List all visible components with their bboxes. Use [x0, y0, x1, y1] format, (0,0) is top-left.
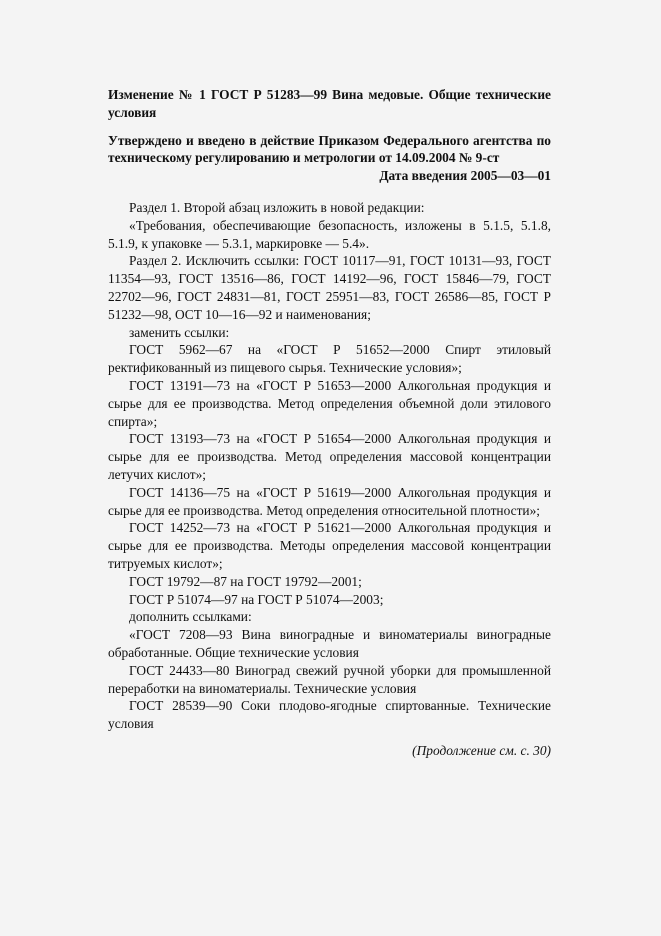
approval-statement: Утверждено и введено в действие Приказом Федерального агентства по техническому регулированию и метрологии от 14.09.2004 № 9-ст — [108, 132, 551, 166]
paragraph: «Требования, обеспечивающие безопасность, изложены в 5.1.5, 5.1.8, 5.1.9, к упаковке — 5.3.1, маркировке — 5.4». — [108, 217, 551, 251]
document-title: Изменение № 1 ГОСТ Р 51283—99 Вина медовые. Общие технические условия — [108, 87, 551, 120]
paragraph: Раздел 2. Исключить ссылки: ГОСТ 10117—91, ГОСТ 10131—93, ГОСТ 11354—93, ГОСТ 13516—86, ГОСТ 14192—96, ГОСТ 15846—79, ГОСТ 22702—96, ГОСТ 24831—81, ГОСТ 25951—83, ГОСТ 26586—85, ГОСТ Р 51232—98, ОСТ 10—16—92 и наименования; — [108, 253, 551, 322]
paragraph: ГОСТ 14252—73 на «ГОСТ Р 51621—2000 Алкогольная продукция и сырье для ее производства. Методы определения массовой концентрации титруемых кислот»; — [108, 520, 551, 571]
continuation-note: (Продолжение см. с. 30) — [412, 742, 551, 758]
paragraph: ГОСТ 24433—80 Виноград свежий ручной уборки для промышленной переработки на виноматериалы. Технические условия — [108, 662, 551, 696]
paragraph: ГОСТ 13191—73 на «ГОСТ Р 51653—2000 Алкогольная продукция и сырье для ее производства. Метод определения объемной доли этилового спирта»; — [108, 377, 551, 429]
paragraph: дополнить ссылками: — [129, 609, 252, 625]
paragraph: ГОСТ 5962—67 на «ГОСТ Р 51652—2000 Спирт этиловый ректификованный из пищевого сырья. Технические условия»; — [108, 342, 551, 376]
paragraph: «ГОСТ 7208—93 Вина виноградные и виноматериалы виноградные обработанные. Общие технические условия — [108, 627, 551, 660]
document-body — [108, 86, 551, 773]
paragraph: Раздел 1. Второй абзац изложить в новой редакции: — [129, 199, 425, 215]
paragraph: ГОСТ 28539—90 Соки плодово-ягодные спиртованные. Технические условия — [108, 698, 551, 732]
paragraph: ГОСТ 19792—87 на ГОСТ 19792—2001; — [129, 573, 362, 589]
paragraph: ГОСТ 14136—75 на «ГОСТ Р 51619—2000 Алкогольная продукция и сырье для ее производства. Метод определения относительной плотности»; — [108, 484, 551, 518]
paragraph: ГОСТ 13193—73 на «ГОСТ Р 51654—2000 Алкогольная продукция и сырье для ее производства. Метод определения массовой концентрации летучих кислот»; — [108, 431, 551, 482]
paragraph: ГОСТ Р 51074—97 на ГОСТ Р 51074—2003; — [129, 591, 384, 607]
effective-date: Дата введения 2005—03—01 — [379, 168, 551, 184]
paragraph: заменить ссылки: — [129, 324, 230, 340]
